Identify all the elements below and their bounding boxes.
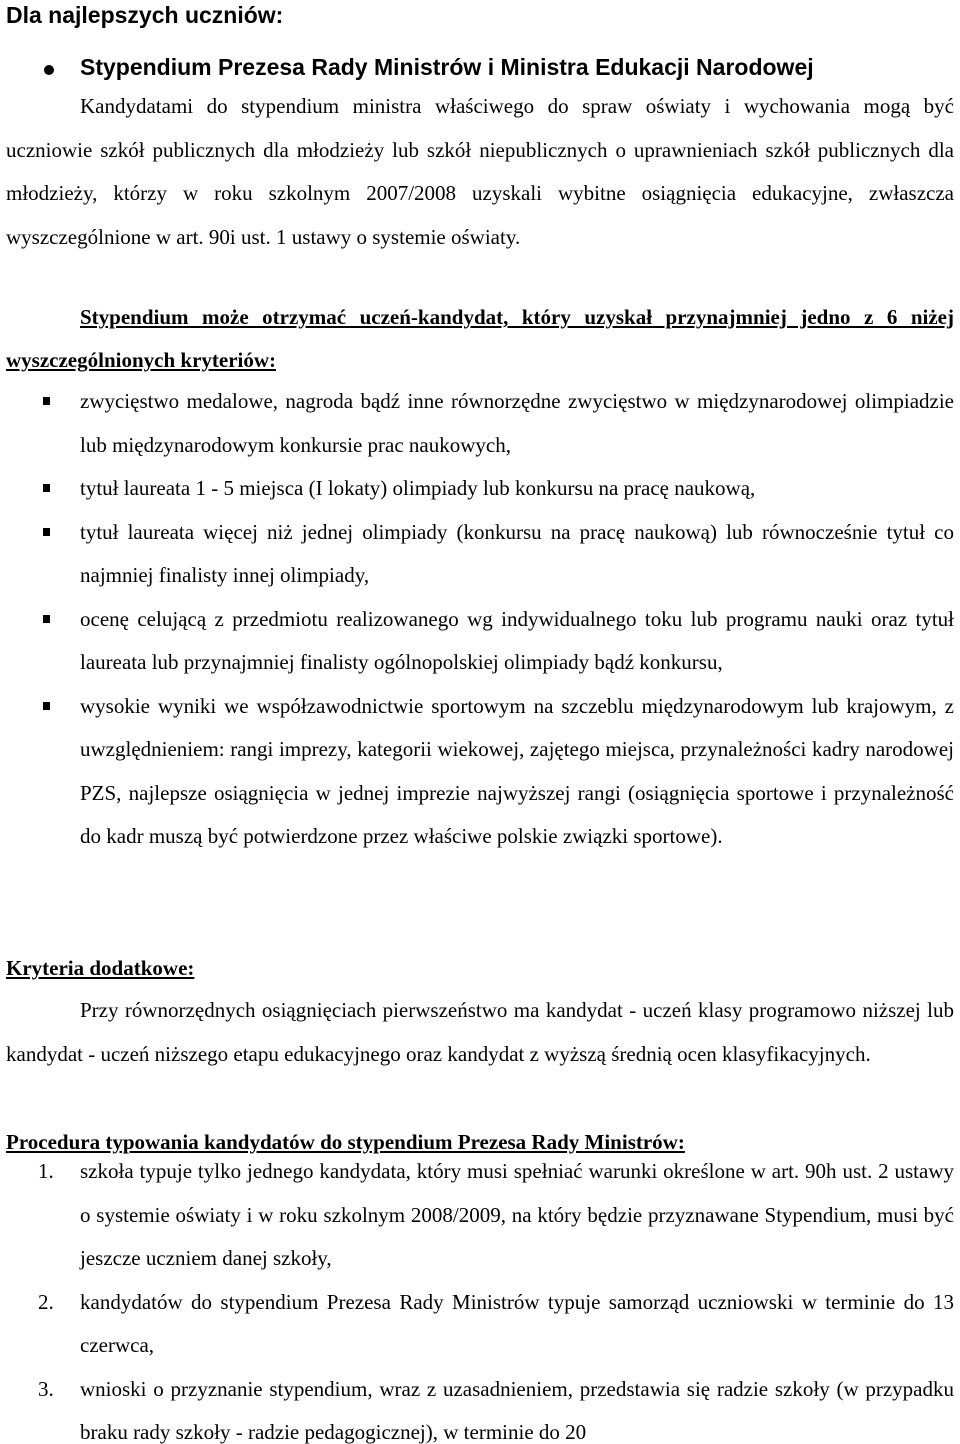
procedure-step [0,1368,954,1444]
scholarship-heading: Stypendium Prezesa Rady Ministrów i Ministra Edukacji Narodowej [80,54,814,80]
additional-criteria-heading: Kryteria dodatkowe: [6,956,195,980]
criteria-list [0,380,960,859]
page-title: Dla najlepszych uczniów: [6,2,284,28]
additional-criteria-text: Przy równorzędnych osiągnięciach pierwszeństwo ma kandydat - uczeń klasy programowo niższej lub kandydat - uczeń niższego etapu edukacyjnego oraz kandydat z wyższą średnią ocen klasyfikacyjnych. [6,998,954,1066]
procedure-step [0,1150,954,1281]
criteria-item [0,380,954,467]
procedure-step-text: szkoła typuje tylko jednego kandydata, który musi spełniać warunki określone w art. 90h ust. 2 ustawy o systemie oświaty i w roku szkolnym 2008/2009, na który będzie przyznawane Stypendium, musi być jeszcze uczniem danej szkoły, [80,1159,954,1270]
scholarship-intro: Kandydatami do stypendium ministra właściwego do spraw oświaty i wychowania mogą być uczniowie szkół publicznych dla młodzieży lub szkół niepublicznych o uprawnieniach szkół publicznych dla młodzieży, którzy w roku szkolnym 2007/2008 uzyskali wybitne osiągnięcia edukacyjne, zwłaszcza wyszczególnione w art. 90i ust. 1 ustawy o systemie oświaty. [6,94,954,249]
procedure-step-text: wnioski o przyznanie stypendium, wraz z uzasadnieniem, przedstawia się radzie szkoły (w przypadku braku rady szkoły - radzie pedagogicznej), w terminie do 20 [80,1376,954,1444]
criteria-item-text: tytuł laureata 1 - 5 miejsca (I lokaty) olimpiady lub konkursu na pracę naukową, [80,476,756,500]
square-bullet-icon [43,397,50,405]
procedure-step-number: 2. [38,1289,54,1314]
procedure-step-number: 3. [38,1376,54,1401]
criteria-item [0,598,954,685]
procedure-step-text: kandydatów do stypendium Prezesa Rady Ministrów typuje samorząd uczniowski w terminie do 13 czerwca, [80,1289,954,1357]
square-bullet-icon [43,702,50,710]
square-bullet-icon [43,484,50,492]
bullet-dot-icon [44,65,54,75]
procedure-heading: Procedura typowania kandydatów do stypendium Prezesa Rady Ministrów: [6,1130,685,1154]
procedure-list [0,1150,960,1444]
criteria-item [0,511,954,598]
criteria-item-text: zwycięstwo medalowe, nagroda bądź inne równorzędne zwycięstwo w międzynarodowej olimpiadzie lub międzynarodowym konkursie prac naukowych, [80,389,954,457]
criteria-item-text: ocenę celującą z przedmiotu realizowanego wg indywidualnego toku lub programu nauki oraz tytuł laureata lub przynajmniej finalisty ogólnopolskiej olimpiady bądź konkursu, [80,606,954,674]
procedure-step [0,1281,954,1368]
procedure-step-number: 1. [38,1159,54,1183]
square-bullet-icon [43,615,50,623]
criteria-item [0,685,954,859]
square-bullet-icon [43,528,50,536]
criteria-intro: Stypendium może otrzymać uczeń-kandydat, który uzyskał przynajmniej jedno z 6 niżej wyszczególnionych kryteriów: [6,305,954,372]
criteria-item [0,467,954,511]
criteria-item-text: tytuł laureata więcej niż jednej olimpiady (konkursu na pracę naukową) lub równocześnie tytuł co najmniej finalisty innej olimpiady, [80,519,954,587]
criteria-item-text: wysokie wyniki we współzawodnictwie sportowym na szczeblu międzynarodowym lub krajowym, z uwzględnieniem: rangi imprezy, kategorii wiekowej, zajętego miejsca, przynależności kadry narodowej PZS, najlepsze osiągnięcia w jednej imprezie najwyższej rangi (osiągnięcia sportowe i przynależność do kadr muszą być potwierdzone przez właściwe polskie związki sportowe). [80,693,954,848]
